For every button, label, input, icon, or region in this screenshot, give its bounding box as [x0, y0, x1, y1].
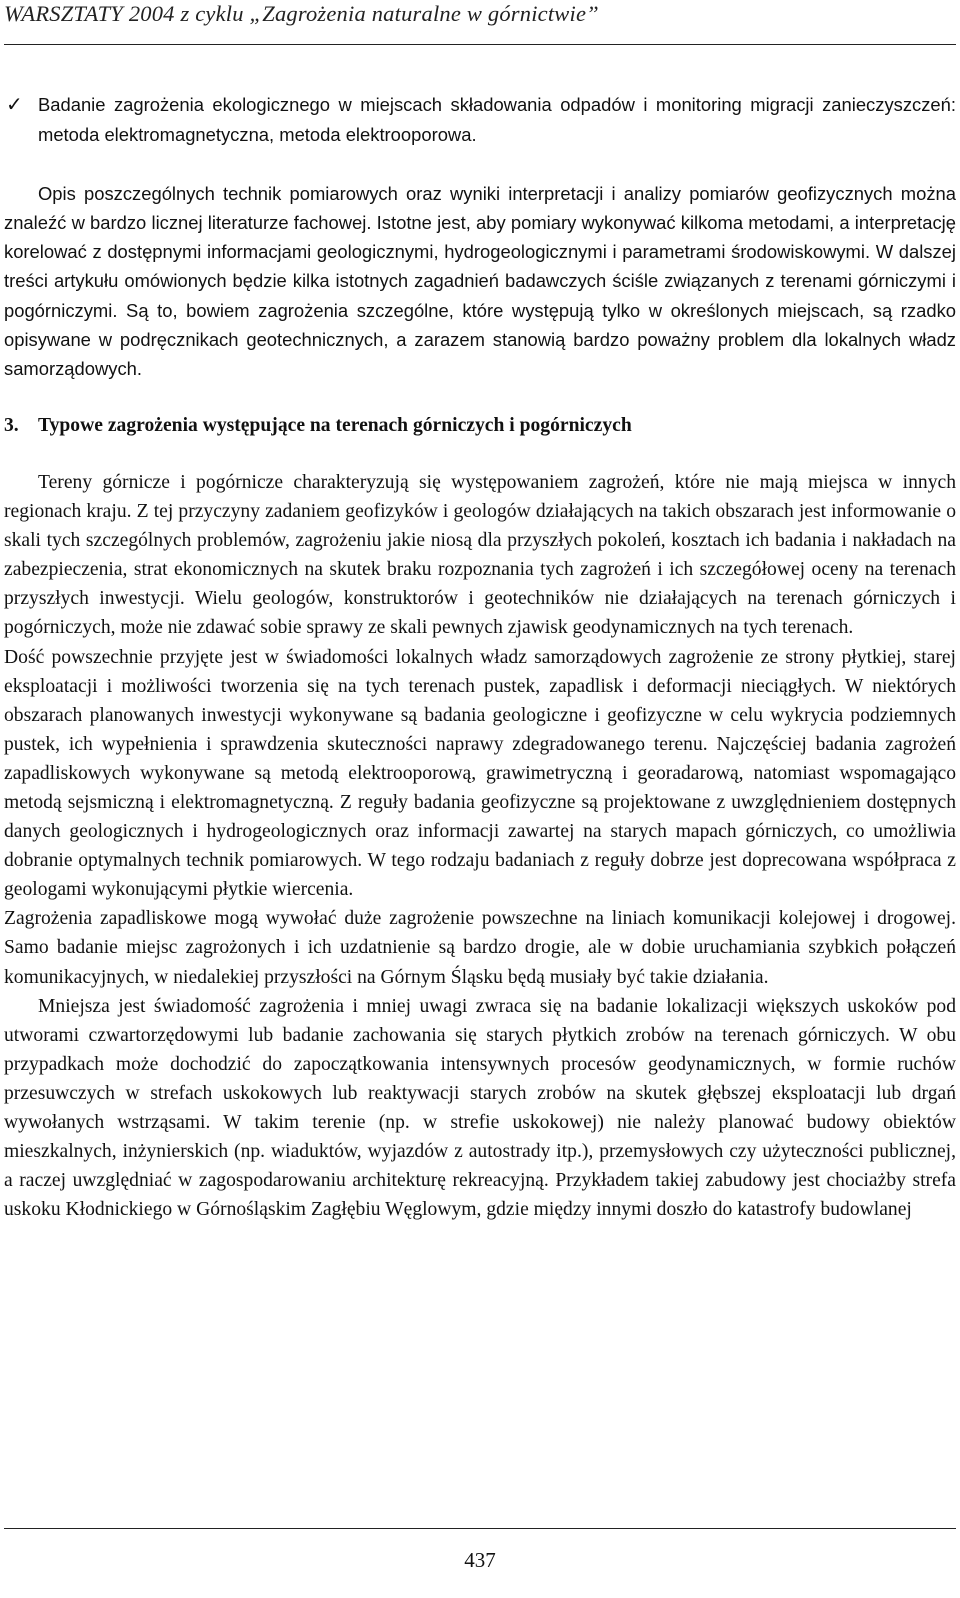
- paragraph-1-a: Opis poszczególnych technik pomiarowych oraz wyniki interpretacji i analizy pomiarów geofizycznych można znaleźć w bardzo licznej literaturze fachowej.: [4, 183, 956, 234]
- paragraph-1: [4, 179, 956, 383]
- bullet-item: [4, 90, 956, 150]
- body-text: [4, 90, 956, 1224]
- checkmark-icon: ✓: [6, 92, 23, 116]
- running-header: WARSZTATY 2004 z cyklu „Zagrożenia naturalne w górnictwie”: [4, 1, 599, 26]
- paragraph-5: Mniejsza jest świadomość zagrożenia i mniej uwagi zwraca się na badanie lokalizacji większych uskoków pod utworami czwartorzędowymi lub badanie zachowania się starych płytkich zrobów na terenach górniczych. W obu przypadkach może dochodzić do zapoczątkowania intensywnych procesów geodynamicznych, w formie ruchów przesuwczych w strefach uskokowych lub reaktywacji starych zrobów na skutek głębszej eksploatacji lub drgań wywołanych wstrząsami. W takim terenie (np. w strefie uskokowej) nie należy planować budowy obiektów mieszkalnych, inżynierskich (np. wiaduktów, wyjazdów z autostrady itp.), przemysłowych czy użyteczności publicznej, a raczej uwzględniać w zagospodarowaniu architekturę rekreacyjną. Przykładem takiej zabudowy jest chociażby strefa uskoku Kłodnickiego w Górnośląskim Zagłębiu Węglowym, gdzie między innymi doszło do katastrofy budowlanej: [4, 995, 956, 1221]
- section-number: 3.: [4, 414, 19, 436]
- footer-rule: [4, 1528, 956, 1529]
- page-number: 437: [464, 1548, 496, 1572]
- header-rule: [4, 44, 956, 45]
- section-title: Typowe zagrożenia występujące na terenach górniczych i pogórniczych: [38, 414, 632, 436]
- paragraph-2: Tereny górnicze i pogórnicze charakteryzują się występowaniem zagrożeń, które nie mają miejsca w innych regionach kraju. Z tej przyczyny zadaniem geofizyków i geologów działających na takich obszarach jest informowanie o skali tych szczególnych problemów, zagrożeniu jakie niosą dla przyszłych pokoleń, kosztach ich badania i nakładach na zabezpieczenia, strat ekonomicznych na skutek braku rozpoznania tych zagrożeń i ich szczegółowej oceny na terenach przyszłych inwestycji. Wielu geologów, konstruktorów i geotechników nie działających na terenach górniczych i pogórniczych, może nie zdawać sobie sprawy ze skali pewnych zjawisk geodynamicznych na tych terenach.: [4, 471, 956, 639]
- paragraph-1-b: Istotne jest, aby pomiary wykonywać kilkoma metodami, a interpretację korelować z dostępnymi informacjami geologicznymi, hydrogeologicznymi i parametrami środowiskowymi. W dalszej treści artykułu omówionych będzie kilka istotnych zagadnień badawczych ściśle związanych z terenami górniczymi i pogórniczymi. Są to, bowiem zagrożenia szczególne, które występują tylko w określonych miejscach, są rzadko opisywane w podręcznikach geotechnicznych, a zarazem stanowią bardzo poważny problem dla lokalnych władz samorządowych.: [4, 212, 956, 379]
- paragraph-3: Dość powszechnie przyjęte jest w świadomości lokalnych władz samorządowych zagrożenie ze strony płytkiej, starej eksploatacji i możliwości tworzenia się na tych terenach pustek, zapadlisk i deformacji nieciągłych. W niektórych obszarach planowanych inwestycji wykonywane są badania geologiczne i geofizyczne w celu wykrycia podziemnych pustek, ich wypełnienia i sprawdzenia skuteczności naprawy zdegradowanego terenu. Najczęściej badania zagrożeń zapadliskowych wykonywane są metodą elektrooporową, grawimetryczną i georadarową, natomiast wspomagająco metodą sejsmiczną i elektromagnetyczną. Z reguły badania geofizyczne są projektowane z uwzględnieniem dostępnych danych geologicznych i hydrogeologicznych oraz informacji zawartej na starych mapach górniczych, co umożliwia dobranie optymalnych technik pomiarowych. W tego rodzaju badaniach z reguły dobrze jest doprecowana współpraca z geologami wykonującymi płytkie wiercenia.: [4, 646, 956, 901]
- bullet-text: Badanie zagrożenia ekologicznego w miejscach składowania odpadów i monitoring migracji zanieczyszczeń: metoda elektromagnetyczna, metoda elektrooporowa.: [38, 94, 956, 146]
- paragraph-4: Zagrożenia zapadliskowe mogą wywołać duże zagrożenie powszechne na liniach komunikacji kolejowej i drogowej. Samo badanie miejsc zagrożonych i ich uzdatnienie są bardzo drogie, ale w dobie uruchamiania szybkich połączeń komunikacyjnych, w niedalekiej przyszłości na Górnym Śląsku będą musiały być takie działania.: [4, 908, 956, 988]
- section-heading: [4, 411, 956, 440]
